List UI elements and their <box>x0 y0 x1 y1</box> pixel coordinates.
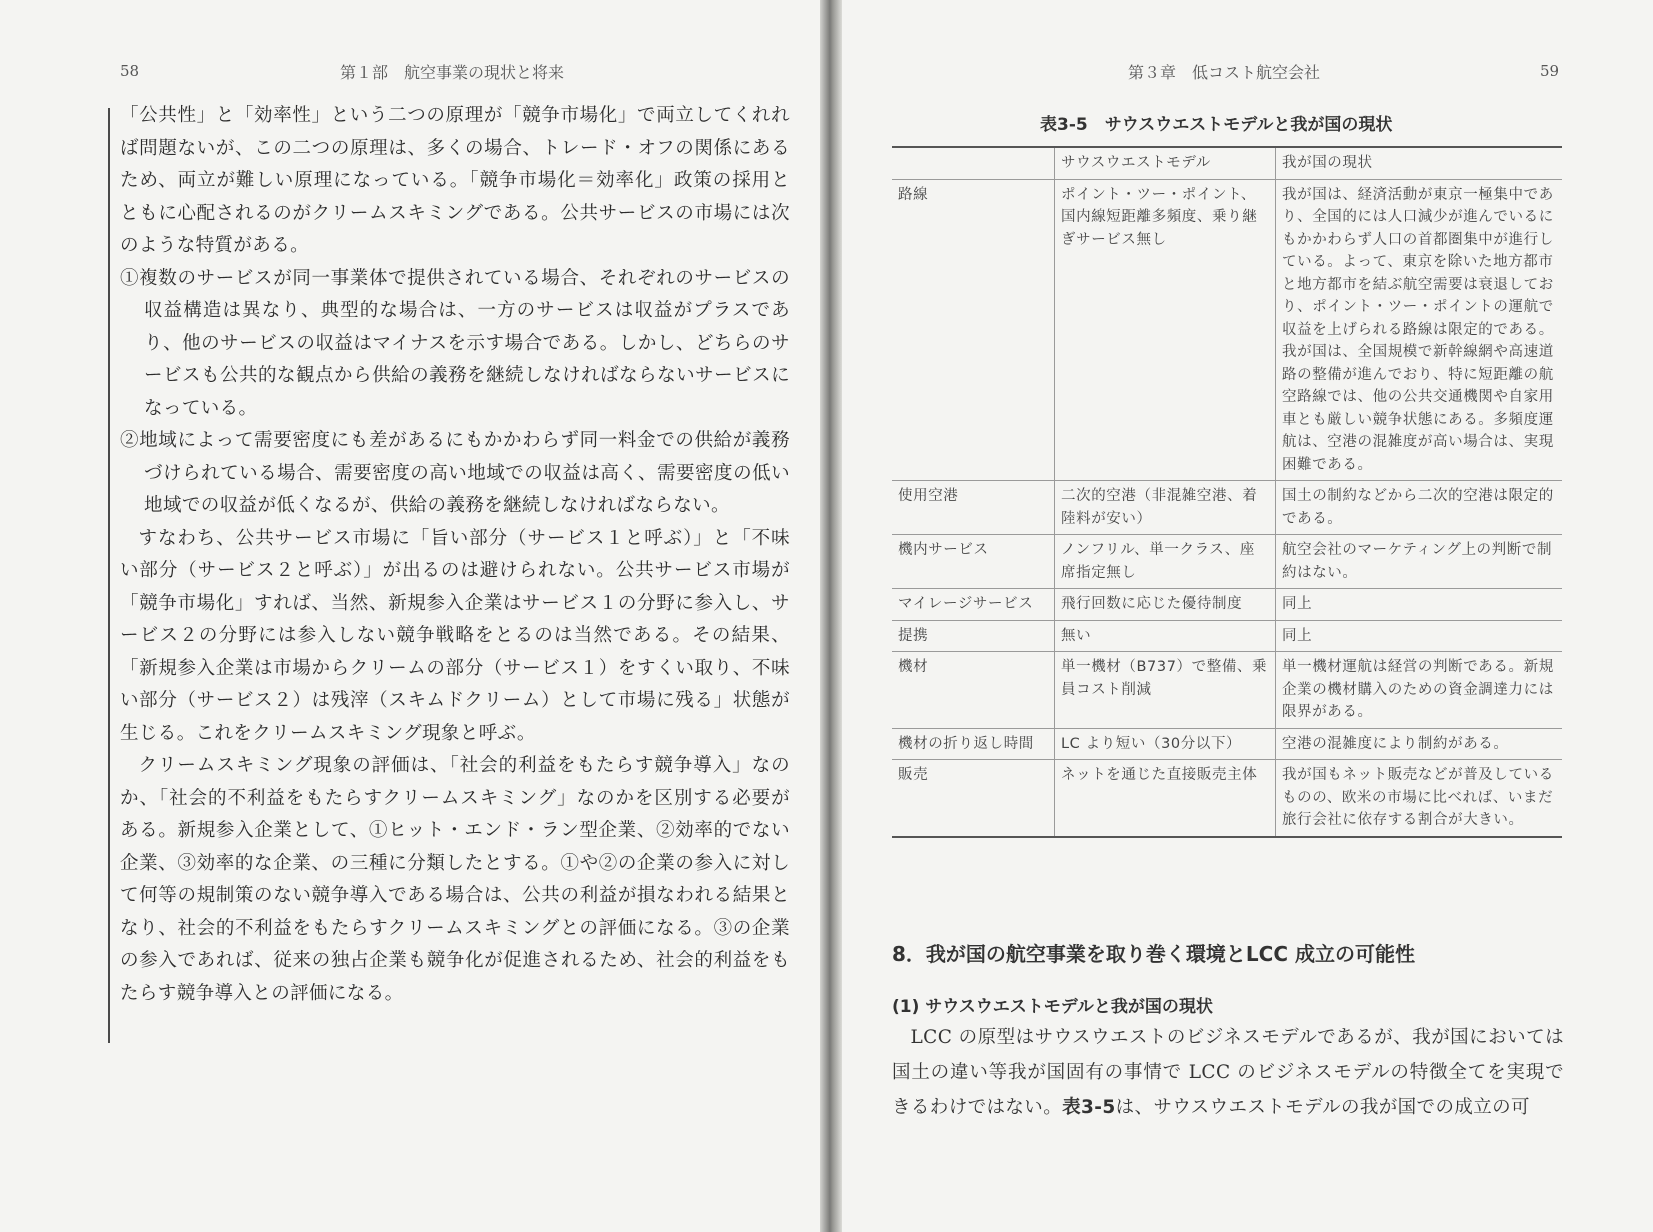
left-page-number: 58 <box>120 62 140 80</box>
table-cell: 航空会社のマーケティング上の判断で制約はない。 <box>1276 535 1563 589</box>
table-header-cell: サウスウエストモデル <box>1055 147 1276 179</box>
list-item: ①複数のサービスが同一事業体で提供されている場合、それぞれのサービスの収益構造は異なり、典型的な場合は、一方のサービスは収益がプラスであり、他のサービスの収益はマイナスを示す場合である。しかし、どちらのサービスも公共的な観点から供給の義務を継続しなければならないサービスになっている。 <box>120 267 790 419</box>
book-gutter <box>820 0 842 1232</box>
right-body-text <box>892 1020 1564 1125</box>
table-cell: ノンフリル、単一クラス、座席指定無し <box>1055 535 1276 589</box>
table-row <box>892 652 1562 729</box>
paragraph: すなわち、公共サービス市場に「旨い部分（サービス１と呼ぶ）」と「不味い部分（サービス２と呼ぶ）」が出るのは避けられない。公共サービス市場が「競争市場化」すれば、当然、新規参入企業はサービス１の分野に参入し、サービス２の分野には参入しない競争戦略をとるのは当然である。その結果、「新規参入企業は市場からクリームの部分（サービス１）をすくい取り、不味い部分（サービス２）は残滓（スキムドクリーム）として市場に残る」状態が生じる。これをクリームスキミング現象と呼ぶ。 <box>120 527 790 744</box>
table-cell: 同上 <box>1276 589 1563 621</box>
table-row <box>892 728 1562 760</box>
paragraph: クリームスキミング現象の評価は、「社会的利益をもたらす競争導入」なのか、「社会的不利益をもたらすクリームスキミング」なのかを区別する必要がある。新規参入企業として、①ヒット・エンド・ラン型企業、②効率的でない企業、③効率的な企業、の三種に分類したとする。①や②の企業の参入に対して何等の規制策のない競争導入である場合は、公共の利益が損なわれる結果となり、社会的不利益をもたらすクリームスキミングとの評価になる。③の企業の参入であれば、従来の独占企業も競争化が促進されるため、社会的利益をもたらす競争導入との評価になる。 <box>120 755 790 1004</box>
paragraph-text: は、サウスウエストモデルの我が国での成立の可 <box>1115 1097 1530 1118</box>
table-row <box>892 620 1562 652</box>
table-reference: 表3-5 <box>1062 1097 1116 1118</box>
table-cell: 単一機材（B737）で整備、乗員コスト削減 <box>1055 652 1276 729</box>
table-cell: 国土の制約などから二次的空港は限定的である。 <box>1276 481 1563 535</box>
table-row <box>892 179 1562 481</box>
table-cell: 機内サービス <box>892 535 1055 589</box>
table-cell: マイレージサービス <box>892 589 1055 621</box>
table-row <box>892 535 1562 589</box>
table-cell: 使用空港 <box>892 481 1055 535</box>
comparison-table <box>892 146 1562 838</box>
table-cell: 我が国もネット販売などが普及しているものの、欧米の市場に比べれば、いまだ旅行会社に依存する割合が大きい。 <box>1276 760 1563 837</box>
table-row <box>892 589 1562 621</box>
left-body-text <box>120 100 790 1010</box>
table-cell: 路線 <box>892 179 1055 481</box>
table-cell: 単一機材運航は経営の判断である。新規企業の機材購入のための資金調達力には限界がある。 <box>1276 652 1563 729</box>
table-row <box>892 760 1562 837</box>
margin-rule <box>108 108 110 1043</box>
table-cell: LC より短い（30分以下） <box>1055 728 1276 760</box>
section-heading: 8．我が国の航空事業を取り巻く環境とLCC 成立の可能性 <box>892 942 1415 966</box>
table-cell: 提携 <box>892 620 1055 652</box>
table-cell: 空港の混雑度により制約がある。 <box>1276 728 1563 760</box>
paragraph <box>892 1020 1564 1125</box>
table-cell: ポイント・ツー・ポイント、国内線短距離多頻度、乗り継ぎサービス無し <box>1055 179 1276 481</box>
table-header-row <box>892 147 1562 179</box>
table-title: 表3-5 サウスウエストモデルと我が国の現状 <box>1040 115 1393 135</box>
paragraph-text: LCC の原型はサウスウエストのビジネスモデルであるが、我が国においては国土の違い等我が国固有の事情で LCC のビジネスモデルの特徴全てを実現できるわけではない。 <box>892 1027 1564 1118</box>
table-cell: 販売 <box>892 760 1055 837</box>
right-page-number: 59 <box>1540 62 1560 80</box>
table-cell: ネットを通じた直接販売主体 <box>1055 760 1276 837</box>
table-cell: 二次的空港（非混雑空港、着陸料が安い） <box>1055 481 1276 535</box>
sub-heading: (1) サウスウエストモデルと我が国の現状 <box>892 997 1213 1017</box>
table-cell: 我が国は、経済活動が東京一極集中であり、全国的には人口減少が進んでいるにもかかわらず人口の首都圏集中が進行している。よって、東京を除いた地方都市と地方都市を結ぶ航空需要は衰退しており、ポイント・ツー・ポイントの運航で収益を上げられる路線は限定的である。我が国は、全国規模で新幹線網や高速道路の整備が進んでおり、特に短距離の航空路線では、他の公共交通機関や自家用車とも厳しい競争状態にある。多頻度運航は、空港の混雑度が高い場合は、実現困難である。 <box>1276 179 1563 481</box>
table-header-cell <box>892 147 1055 179</box>
table-cell: 同上 <box>1276 620 1563 652</box>
table-header-cell: 我が国の現状 <box>1276 147 1563 179</box>
left-running-head: 第１部 航空事業の現状と将来 <box>340 63 565 82</box>
right-running-head: 第３章 低コスト航空会社 <box>1128 63 1321 82</box>
table-row <box>892 481 1562 535</box>
table-cell: 無い <box>1055 620 1276 652</box>
table-cell: 機材の折り返し時間 <box>892 728 1055 760</box>
list-item: ②地域によって需要密度にも差があるにもかかわらず同一料金での供給が義務づけられている場合、需要密度の高い地域での収益は高く、需要密度の低い地域での収益が低くなるが、供給の義務を継続しなければならない。 <box>120 430 790 516</box>
table-cell: 飛行回数に応じた優待制度 <box>1055 589 1276 621</box>
paragraph: 「公共性」と「効率性」という二つの原理が「競争市場化」で両立してくれれば問題ないが、この二つの原理は、多くの場合、トレード・オフの関係にあるため、両立が難しい原理になっている。「競争市場化＝効率化」政策の採用とともに心配されるのがクリームスキミングである。公共サービスの市場には次のような特質がある。 <box>120 105 790 256</box>
table-cell: 機材 <box>892 652 1055 729</box>
